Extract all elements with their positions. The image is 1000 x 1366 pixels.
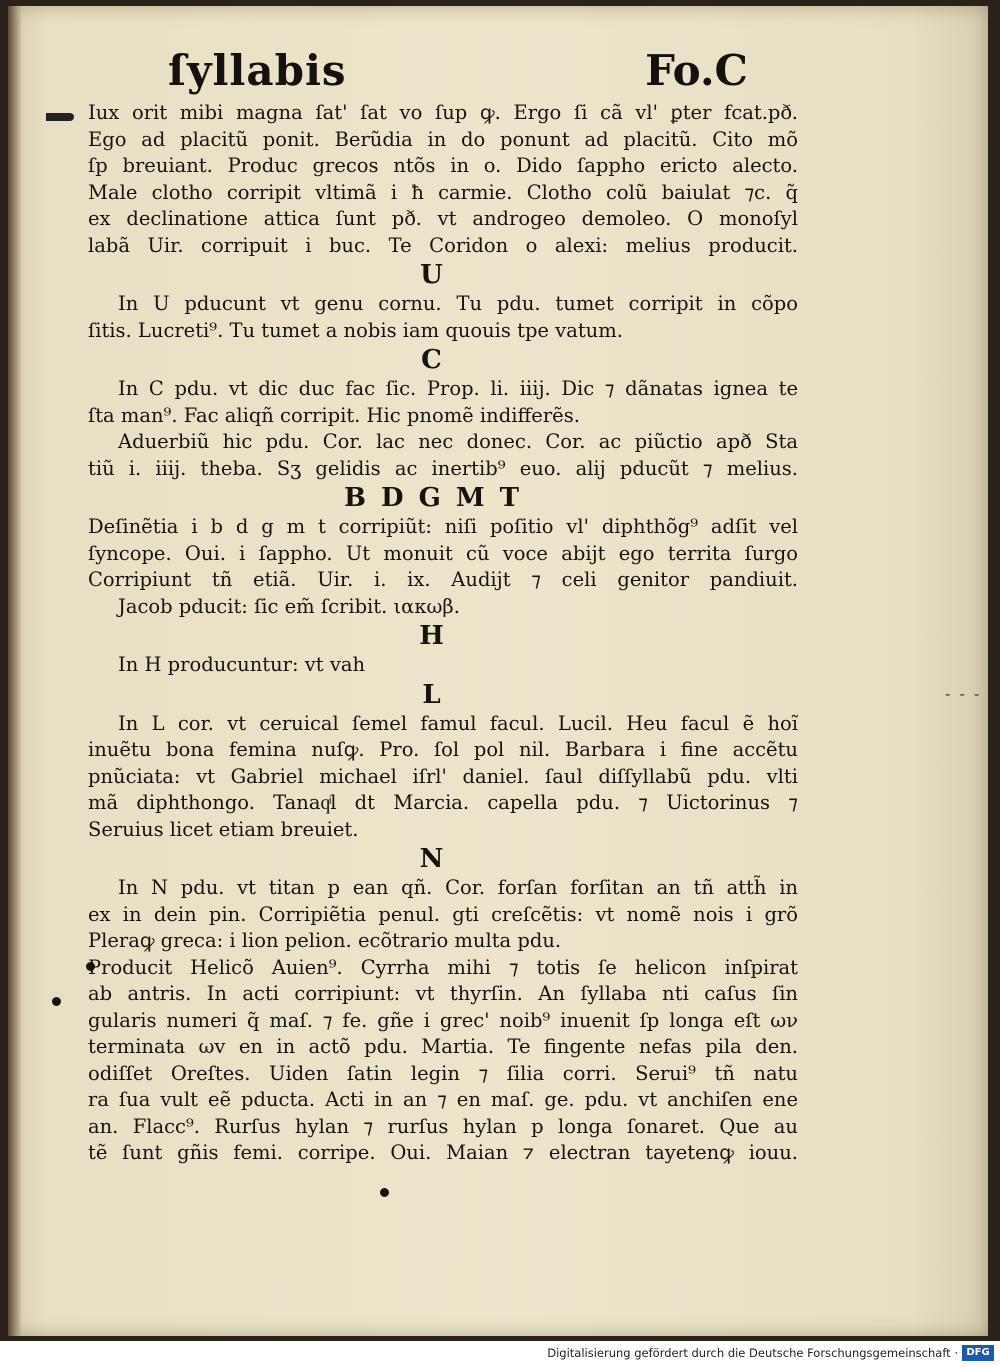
manicule-icon bbox=[46, 113, 74, 121]
section-heading: B D G M T bbox=[343, 483, 523, 513]
text-line: Aduerbiũ hic pdu. Cor. lac nec donec. Cor. ac piũctio apð Sta bbox=[118, 430, 798, 453]
text-line: ſitis. Lucreti⁹. Tu tumet a nobis iam quouis tpe vatum. bbox=[88, 318, 623, 342]
text-line: In U pducunt vt genu cornu. Tu pdu. tumet corripit in cõpo bbox=[118, 292, 798, 315]
text-line: Iux orit mibi magna ſat' ſat vo ſup ꝙ. Ergo ſi cã vl' ꝑter fcat.pð. bbox=[88, 101, 798, 124]
running-head: ſyllabis bbox=[168, 46, 347, 95]
text-line: Deſinẽtia i b d g m t corripiũt: niſi poſitio vl' diphthõg⁹ adſit vel bbox=[88, 515, 798, 538]
text-line: ex in dein pin. Corripiẽtia penul. gti creſcẽtis: vt nomẽ nois i grõ bbox=[88, 902, 798, 926]
text-line: In H producuntur: vt vah bbox=[118, 653, 366, 676]
text-line: Seruius licet etiam breuiet. bbox=[88, 817, 359, 841]
text-line: Corripiunt tñ etiã. Uir. i. ix. Audijt ⁊ celi genitor pandiuit. bbox=[88, 568, 798, 591]
margin-dot-icon bbox=[52, 997, 61, 1006]
text-line: tiũ i. iiij. theba. Sʒ gelidis ac inertib⁹ euo. alij pducũt ⁊ melius. bbox=[88, 456, 798, 480]
text-line: gularis numeri q̃ maſ. ⁊ fe. gñe i grec' noib⁹ inuenit ſp longa eſt ων bbox=[88, 1008, 798, 1032]
text-line: In C pdu. vt dic duc fac ſic. Prop. li. iiij. Dic ⁊ dãnatas ignea te bbox=[118, 377, 798, 400]
funding-credit: Digitalisierung gefördert durch die Deutsche Forschungsgemeinschaft · bbox=[547, 1346, 958, 1360]
section-heading: L bbox=[422, 679, 444, 710]
margin-dash-mark: - - - bbox=[945, 684, 982, 703]
text-line: ſta man⁹. Fac aliqñ corripit. Hic pnomẽ indifferẽs. bbox=[88, 403, 580, 427]
footer-bar bbox=[0, 1341, 1000, 1366]
section-heading: H bbox=[419, 621, 447, 651]
text-line: Producit Helicõ Auien⁹. Cyrrha mihi ⁊ totis ſe helicon inſpirat bbox=[88, 955, 798, 979]
section-heading: U bbox=[420, 260, 446, 290]
text-line: terminata ωv en in actõ pdu. Martia. Te fingente nefas pila den. bbox=[88, 1035, 798, 1058]
text-line: labã Uir. corripuit i buc. Te Coridon o alexi: melius producit. bbox=[88, 233, 798, 257]
text-line: inuẽtu bona femina nuſꝙ. Pro. ſol pol nil. Barbara i fine accẽtu bbox=[88, 738, 798, 761]
text-block bbox=[88, 100, 798, 1167]
text-line: mã diphthongo. Tanaqͥl dt Marcia. capella pdu. ⁊ Uictorinus ⁊ bbox=[88, 791, 798, 814]
text-line: ſyncope. Oui. i ſappho. Ut monuit cũ voce abijt ego territa ſurgo bbox=[88, 541, 798, 565]
text-line: Jacob pducit: ſic em̃ ſcribit. ιακωβ. bbox=[118, 594, 460, 618]
text-line: ſp breuiant. Produc grecos ntõs in o. Dido ſappho ericto alecto. bbox=[88, 154, 798, 177]
folio-number: Fo.C bbox=[645, 46, 748, 95]
ink-dot-icon bbox=[380, 1188, 389, 1197]
text-line: In N pdu. vt titan p ean qñ. Cor. forſan forſitan an tñ atth̃ in bbox=[118, 876, 798, 899]
text-line: Male clotho corripit vltimã i ħ carmie. Clotho colũ baiulat ⁊c. q̃ bbox=[88, 180, 798, 204]
text-line: tẽ ſunt gñis femi. corripe. Oui. Maian ⁊ electran tayetenꝙ iouu. bbox=[88, 1141, 798, 1164]
text-line: Ego ad placitũ ponit. Berũdia in do ponunt ad placitũ. Cito mõ bbox=[88, 127, 798, 151]
section-heading: C bbox=[421, 345, 445, 375]
text-line: odiſſet Oreſtes. Uiden ſatin legin ⁊ ſilia corri. Serui⁹ tñ natu bbox=[88, 1061, 798, 1085]
text-line: In L cor. vt ceruical ſemel famul facul. Lucil. Heu facul ẽ hoĩ bbox=[118, 711, 798, 735]
text-line: ab antris. In acti corripiunt: vt thyrſin. An ſyllaba nti caſus ſin bbox=[88, 982, 798, 1005]
text-line: pnũciata: vt Gabriel michael iſrl' daniel. ſaul diſſyllabũ pdu. vlti bbox=[88, 764, 798, 788]
dfg-logo-icon[interactable]: DFG bbox=[962, 1345, 994, 1361]
text-line: ex declinatione attica ſunt pð. vt androgeo demoleo. O monoſyl bbox=[88, 207, 798, 230]
page-header bbox=[168, 46, 748, 106]
text-line: Pleraꝙ greca: i lion pelion. ecõtrario multa pdu. bbox=[88, 929, 562, 952]
section-heading: N bbox=[419, 844, 447, 874]
text-line: ra ſua vult eẽ pducta. Acti in an ⁊ en maſ. ge. pdu. vt anchiſen ene bbox=[88, 1088, 798, 1111]
text-line: an. Flacc⁹. Rurſus hylan ⁊ rurſus hylan p longa ſonaret. Que au bbox=[88, 1114, 798, 1138]
